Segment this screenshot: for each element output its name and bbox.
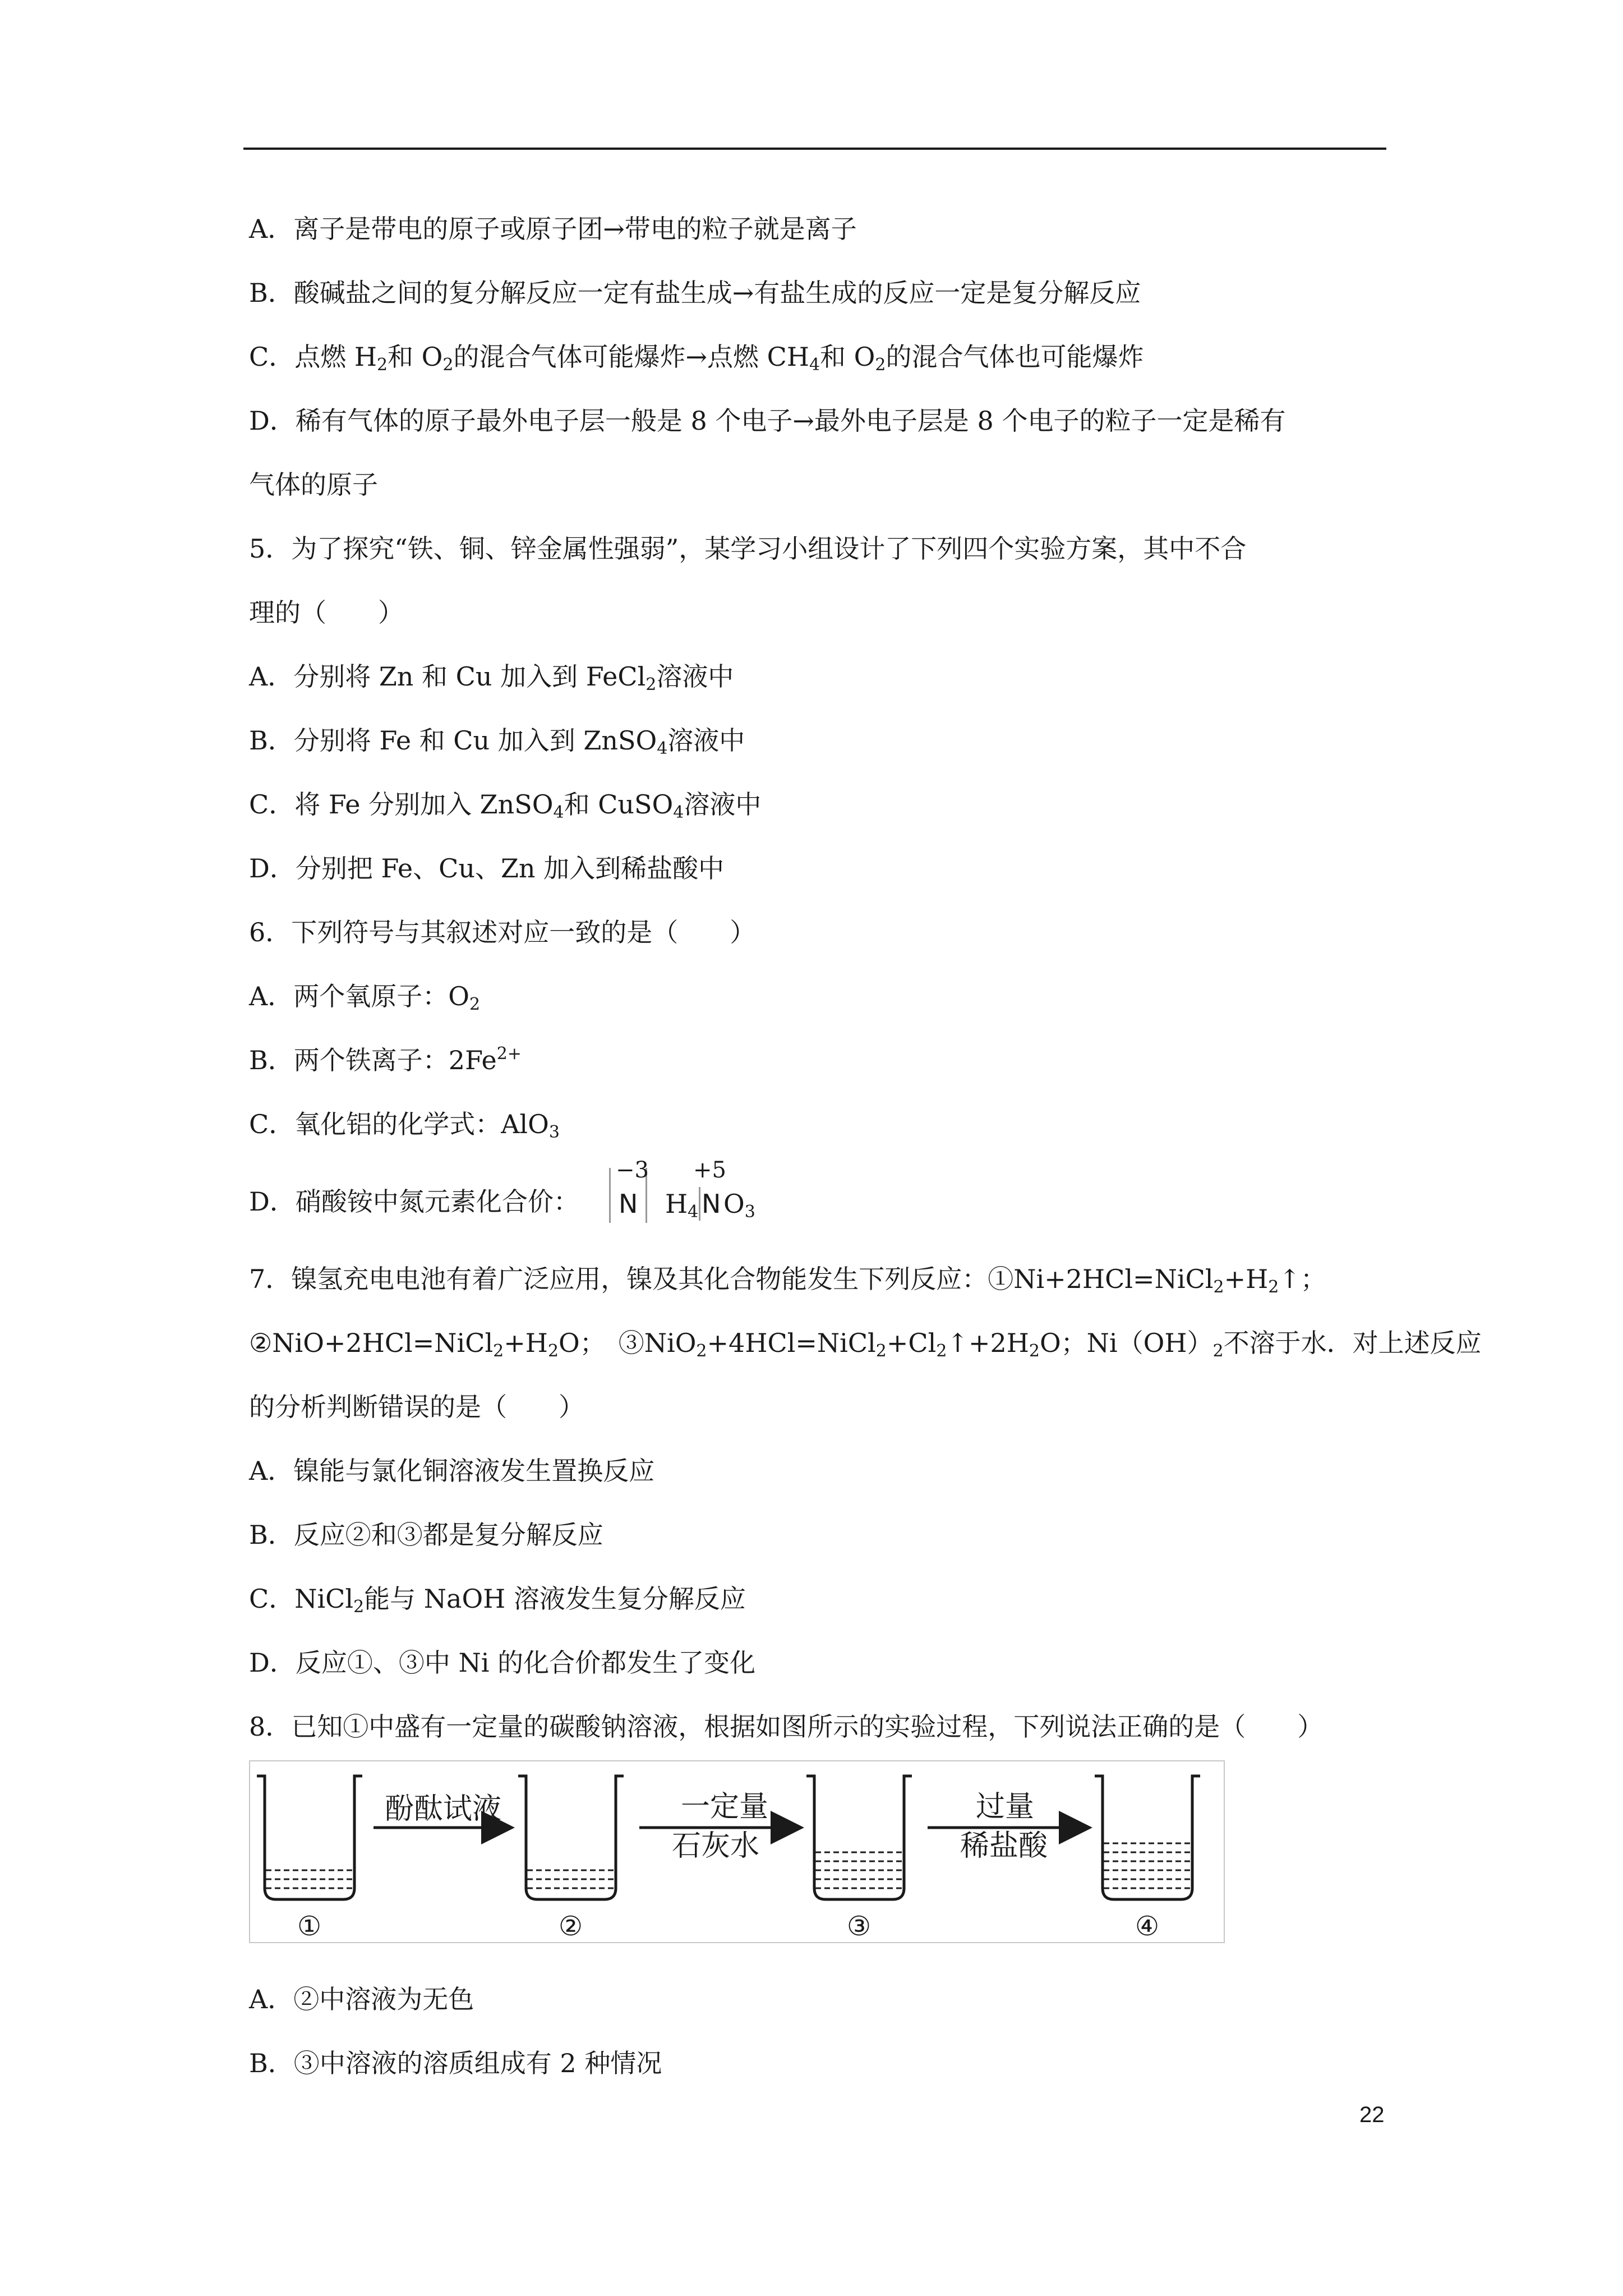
q6-option-b: B．两个铁离子：$2Fe^{2+}$ bbox=[249, 1044, 522, 1075]
beaker-1 bbox=[257, 1776, 362, 1899]
nitrate-o: $O_3$ bbox=[723, 1189, 755, 1222]
beaker-3 bbox=[806, 1776, 912, 1899]
q4-option-c: C．点燃 $H_2$和 $O_2$的混合气体可能爆炸→点燃 $CH_4$和 $O_2$的混合气体也可能爆炸 bbox=[249, 342, 1144, 375]
header-rule bbox=[243, 148, 1386, 150]
q7-stem-line3: 的分析判断错误的是（ ） bbox=[249, 1392, 584, 1422]
q7-option-c: C．NiCl$_2$能与 NaOH 溶液发生复分解反应 bbox=[249, 1584, 746, 1617]
beaker-4 bbox=[1095, 1776, 1200, 1899]
q8-option-b: B．③中溶液的溶质组成有 2 种情况 bbox=[249, 2048, 662, 2078]
q8-stem: 8．已知①中盛有一定量的碳酸钠溶液，根据如图所示的实验过程，下列说法正确的是（ ） bbox=[249, 1711, 1324, 1742]
q5-option-a: A．分别将 Zn 和 Cu 加入到 FeCl$_2$溶液中 bbox=[249, 661, 734, 694]
arrow-2-label-bottom: 石灰水 bbox=[672, 1829, 760, 1863]
solution-4 bbox=[1104, 1843, 1191, 1888]
q7-option-b: B．反应②和③都是复分解反应 bbox=[249, 1520, 603, 1550]
valence-plus5: +5 bbox=[693, 1157, 726, 1183]
q4-option-a: A．离子是带电的原子或原子团→带电的粒子就是离子 bbox=[249, 214, 857, 244]
arrow-1-label: 酚酞试液 bbox=[385, 1792, 502, 1826]
q5-stem-line1: 5．为了探究“铁、铜、锌金属性强弱”，某学习小组设计了下列四个实验方案，其中不合 bbox=[249, 533, 1247, 564]
valence-minus3: −3 bbox=[616, 1157, 649, 1183]
q5-option-b: B．分别将 Fe 和 Cu 加入到 ZnSO$_4$溶液中 bbox=[249, 725, 745, 758]
q6-option-a: A．两个氧原子：$O_2$ bbox=[249, 981, 481, 1014]
solution-2 bbox=[527, 1870, 615, 1888]
beaker-2-label: ② bbox=[559, 1911, 583, 1942]
q5-option-d: D．分别把 Fe、Cu、Zn 加入到稀盐酸中 bbox=[249, 853, 725, 884]
page-number: 22 bbox=[1359, 2102, 1385, 2127]
q5-stem-line2: 理的（ ） bbox=[249, 597, 404, 628]
solution-1 bbox=[266, 1870, 353, 1888]
q7-option-a: A．镍能与氯化铜溶液发生置换反应 bbox=[249, 1456, 655, 1486]
beaker-2 bbox=[518, 1776, 624, 1899]
beaker-4-label: ④ bbox=[1135, 1911, 1160, 1942]
beaker-3-label: ③ bbox=[847, 1911, 872, 1942]
solution-3 bbox=[815, 1852, 903, 1888]
q4-option-d-line2: 气体的原子 bbox=[249, 470, 378, 500]
q8-option-a: A．②中溶液为无色 bbox=[249, 1984, 474, 2014]
arrow-3-label-top: 过量 bbox=[976, 1790, 1035, 1824]
nitrogen-symbol-2: N bbox=[699, 1187, 721, 1221]
q4-option-d-line1: D．稀有气体的原子最外电子层一般是 8 个电子→最外电子层是 8 个电子的粒子一定是稀有 bbox=[249, 406, 1286, 436]
beaker-1-label: ① bbox=[297, 1911, 322, 1942]
q6-option-c: C．氧化铝的化学式：AlO$_3$ bbox=[249, 1109, 560, 1142]
q5-option-c: C．将 Fe 分别加入 ZnSO$_4$和 CuSO$_4$溶液中 bbox=[249, 789, 762, 822]
q6-option-d: D．硝酸铵中氮元素化合价： bbox=[249, 1186, 579, 1217]
q7-stem-line1: 7．镍氢充电电池有着广泛应用，镍及其化合物能发生下列反应：$①Ni+2HCl=NiCl_2+H_2↑$； bbox=[249, 1264, 1326, 1297]
q7-option-d: D．反应①、③中 Ni 的化合价都发生了变化 bbox=[249, 1648, 756, 1678]
arrow-2-label-top: 一定量 bbox=[681, 1790, 769, 1824]
q7-stem-line2: $②NiO+2HCl=NiCl_2+H_2O$； $③NiO_2+4HCl=NiCl_2+Cl_2↑+2H_2O$；$Ni(OH)_2$不溶于水．对上述反应 bbox=[249, 1328, 1482, 1361]
ammonium-h: $H_4$ bbox=[665, 1189, 699, 1222]
arrow-3-label-bottom: 稀盐酸 bbox=[960, 1829, 1048, 1863]
q4-option-b: B．酸碱盐之间的复分解反应一定有盐生成→有盐生成的反应一定是复分解反应 bbox=[249, 278, 1141, 308]
nitrogen-symbol-1: N bbox=[619, 1189, 638, 1219]
experiment-figure bbox=[249, 1760, 1225, 1943]
q6-stem: 6．下列符号与其叙述对应一致的是（ ） bbox=[249, 917, 756, 947]
